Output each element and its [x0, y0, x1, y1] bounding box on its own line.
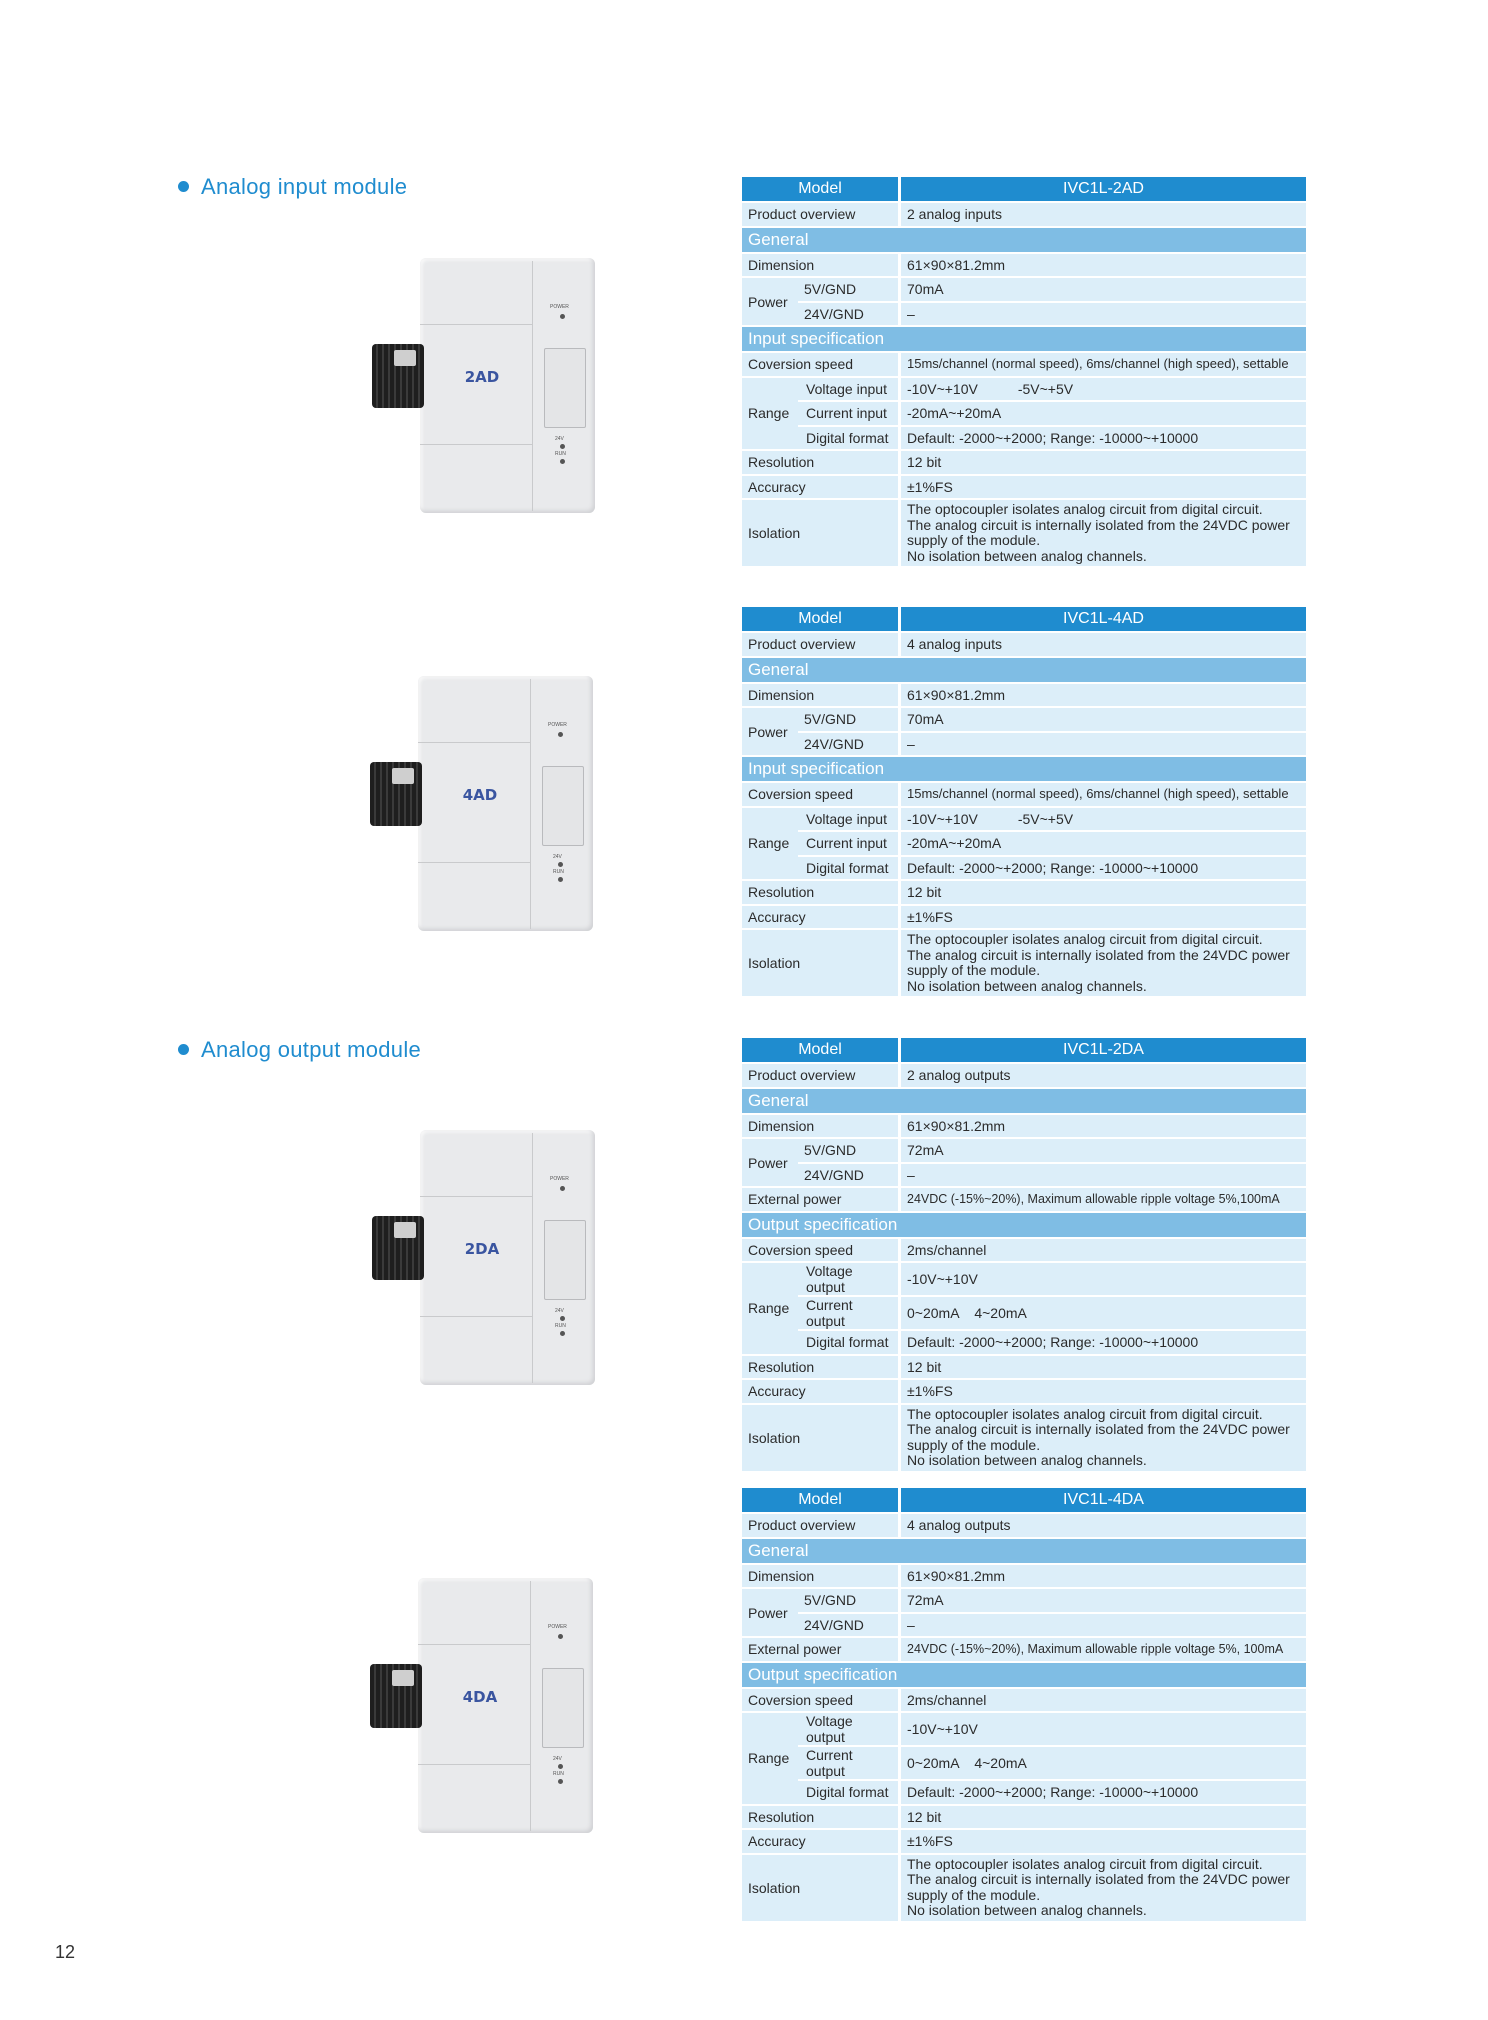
row-value: 61×90×81.2mm	[901, 1115, 1306, 1140]
row-value: ±1%FS	[901, 476, 1306, 501]
sub-label: Current output	[800, 1297, 901, 1331]
row-label: Product overview	[742, 203, 901, 228]
row-label: Resolution	[742, 1806, 901, 1831]
row-value: 0~20mA 4~20mA	[901, 1297, 1306, 1331]
module-label: 2DA	[464, 1240, 500, 1258]
iso-line: supply of the module.	[907, 1886, 1041, 1903]
sub-label: 5V/GND	[798, 278, 901, 303]
module-image-2ad	[372, 258, 612, 518]
run-mark: RUN	[555, 451, 566, 457]
row-value: 72mA	[901, 1589, 1306, 1614]
iso-line: supply of the module.	[907, 962, 1041, 978]
row-label: Dimension	[742, 1115, 901, 1140]
model-name: IVC1L-4DA	[901, 1488, 1306, 1514]
row-value: 12 bit	[901, 451, 1306, 476]
v24-mark: 24V	[555, 1308, 564, 1314]
divider-line	[418, 1764, 530, 1765]
sub-label: Digital format	[800, 857, 901, 882]
v24-mark: 24V	[555, 436, 564, 442]
row-label: Isolation	[742, 1855, 901, 1923]
range-value-a: -10V~+10V	[907, 380, 978, 397]
row-label: Range	[742, 1713, 798, 1806]
ribbon-cable	[372, 1216, 424, 1280]
row-label: Accuracy	[742, 1830, 901, 1855]
module-image-2da	[372, 1130, 612, 1390]
iso-line: No isolation between analog channels.	[907, 547, 1147, 564]
v24-led-icon	[560, 1316, 565, 1321]
iso-line: No isolation between analog channels.	[907, 1902, 1147, 1918]
sub-label: Voltage output	[800, 1713, 901, 1747]
row-label: Resolution	[742, 1356, 901, 1381]
power-mark: POWER	[550, 304, 569, 310]
divider-line	[418, 862, 530, 863]
row-label: Accuracy	[742, 906, 901, 931]
run-mark: RUN	[553, 869, 564, 875]
cable-clip	[392, 1670, 414, 1686]
ribbon-cable	[372, 344, 424, 408]
iso-line: The optocoupler isolates analog circuit from digital circuit.	[907, 931, 1263, 947]
divider-line	[418, 1578, 530, 1645]
iso-line: The analog circuit is internally isolated from the 24VDC power	[907, 1421, 1290, 1437]
iso-line: The analog circuit is internally isolated from the 24VDC power	[907, 1871, 1290, 1887]
spec-table-2da	[742, 1038, 1306, 1473]
divider-line	[420, 258, 532, 325]
sub-label: 5V/GND	[798, 1139, 901, 1164]
row-label: Resolution	[742, 451, 901, 476]
row-value: 61×90×81.2mm	[901, 1565, 1306, 1590]
sub-label: Voltage input	[800, 378, 901, 403]
heading-text: Analog input module	[201, 174, 408, 199]
row-value: ±1%FS	[901, 1830, 1306, 1855]
power-mark: POWER	[548, 1624, 567, 1630]
v24-mark: 24V	[553, 854, 562, 860]
section-title: Input specification	[742, 327, 1306, 353]
module-label: 2AD	[464, 368, 500, 386]
row-value: 12 bit	[901, 881, 1306, 906]
power-led-icon	[558, 1634, 563, 1639]
row-value	[901, 808, 1306, 833]
run-led-icon	[560, 459, 565, 464]
divider-line	[530, 1581, 531, 1831]
divider-line	[532, 261, 533, 511]
row-value: 15ms/channel (normal speed), 6ms/channel (high speed), settable	[901, 353, 1306, 378]
model-name: IVC1L-2AD	[901, 177, 1306, 203]
iso-line: No isolation between analog channels.	[907, 977, 1147, 994]
module-image-4ad	[370, 676, 610, 936]
run-mark: RUN	[553, 1771, 564, 1777]
row-label: Dimension	[742, 1565, 901, 1590]
section-title: Input specification	[742, 757, 1306, 783]
row-value: ±1%FS	[901, 1380, 1306, 1405]
row-value: –	[901, 1164, 1306, 1189]
module-label: 4AD	[462, 786, 498, 804]
run-led-icon	[560, 1331, 565, 1336]
row-value: –	[901, 1614, 1306, 1639]
row-label: Power	[742, 1589, 798, 1638]
row-value	[901, 930, 1306, 998]
row-value: 61×90×81.2mm	[901, 684, 1306, 709]
row-label: Power	[742, 1139, 798, 1188]
sub-label: 24V/GND	[798, 733, 901, 758]
section-title: General	[742, 1539, 1306, 1565]
row-label: Range	[742, 1263, 798, 1356]
row-value: -20mA~+20mA	[901, 402, 1306, 427]
row-value: 2ms/channel	[901, 1689, 1306, 1714]
divider-line	[532, 1133, 533, 1383]
spec-table-4da	[742, 1488, 1306, 1923]
row-value: 2 analog outputs	[901, 1064, 1306, 1089]
power-mark: POWER	[550, 1176, 569, 1182]
iso-line: supply of the module.	[907, 1436, 1041, 1453]
row-value: 70mA	[901, 278, 1306, 303]
row-value: 61×90×81.2mm	[901, 254, 1306, 279]
run-led-icon	[558, 877, 563, 882]
run-led-icon	[558, 1779, 563, 1784]
row-label: External power	[742, 1638, 901, 1663]
section-heading-input	[178, 174, 407, 200]
section-title: General	[742, 1089, 1306, 1115]
row-label: Resolution	[742, 881, 901, 906]
sub-label: Current input	[800, 402, 901, 427]
row-value: Default: -2000~+2000; Range: -10000~+10000	[901, 1781, 1306, 1806]
row-value: 15ms/channel (normal speed), 6ms/channel (high speed), settable	[901, 783, 1306, 808]
iso-line: No isolation between analog channels.	[907, 1452, 1147, 1468]
sub-label: Digital format	[800, 1331, 901, 1356]
model-header: Model	[742, 607, 901, 633]
cable-clip	[394, 1222, 416, 1238]
row-value: 72mA	[901, 1139, 1306, 1164]
row-label: Dimension	[742, 254, 901, 279]
row-value: Default: -2000~+2000; Range: -10000~+10000	[901, 1331, 1306, 1356]
divider-line	[420, 1316, 532, 1317]
sub-label: 24V/GND	[798, 1164, 901, 1189]
row-value: -20mA~+20mA	[901, 832, 1306, 857]
row-value: 70mA	[901, 708, 1306, 733]
row-label: Coversion speed	[742, 1689, 901, 1714]
section-title: Output specification	[742, 1663, 1306, 1689]
page-number: 12	[55, 1942, 76, 1962]
sub-label: 24V/GND	[798, 303, 901, 328]
row-value: Default: -2000~+2000; Range: -10000~+10000	[901, 857, 1306, 882]
power-led-icon	[558, 732, 563, 737]
iso-line: supply of the module.	[907, 532, 1041, 548]
sub-label: Digital format	[800, 427, 901, 452]
cable-clip	[394, 350, 416, 366]
row-value: 0~20mA 4~20mA	[901, 1747, 1306, 1781]
section-title: General	[742, 228, 1306, 254]
sub-label: 24V/GND	[798, 1614, 901, 1639]
row-label: Accuracy	[742, 476, 901, 501]
divider-line	[530, 679, 531, 929]
row-value: 12 bit	[901, 1356, 1306, 1381]
iso-line: The analog circuit is internally isolated from the 24VDC power	[907, 516, 1290, 533]
spec-table-2ad	[742, 177, 1306, 568]
row-value: 2ms/channel	[901, 1239, 1306, 1264]
bullet-icon	[178, 181, 189, 192]
row-value: -10V~+10V	[901, 1713, 1306, 1747]
range-value-b: -5V~+5V	[1017, 810, 1074, 827]
divider-line	[420, 1130, 532, 1197]
row-label: Product overview	[742, 633, 901, 658]
row-label: Range	[742, 378, 798, 452]
row-value	[901, 378, 1306, 403]
row-value: 24VDC (-15%~20%), Maximum allowable ripple voltage 5%,100mA	[901, 1188, 1306, 1213]
range-value-a: -10V~+10V	[907, 810, 978, 827]
row-value	[901, 1855, 1306, 1923]
range-value-b: -5V~+5V	[1017, 380, 1074, 397]
terminal-window	[542, 1668, 584, 1748]
module-label: 4DA	[462, 1688, 498, 1706]
model-header: Model	[742, 1488, 901, 1514]
sub-label: Voltage output	[800, 1263, 901, 1297]
row-value	[901, 500, 1306, 568]
module-image-4da	[370, 1578, 610, 1838]
row-label: Power	[742, 278, 798, 327]
row-label: Dimension	[742, 684, 901, 709]
spec-table-4ad	[742, 607, 1306, 998]
sub-label: Voltage input	[800, 808, 901, 833]
row-label: Product overview	[742, 1064, 901, 1089]
row-value: 12 bit	[901, 1806, 1306, 1831]
section-title: General	[742, 658, 1306, 684]
section-title: Output specification	[742, 1213, 1306, 1239]
section-heading-output	[178, 1037, 421, 1063]
row-value: ±1%FS	[901, 906, 1306, 931]
row-label: Coversion speed	[742, 353, 901, 378]
divider-line	[418, 676, 530, 743]
row-value	[901, 1405, 1306, 1473]
sub-label: 5V/GND	[798, 708, 901, 733]
power-led-icon	[560, 1186, 565, 1191]
v24-led-icon	[560, 444, 565, 449]
heading-text: Analog output module	[201, 1037, 422, 1062]
sub-label: Current output	[800, 1747, 901, 1781]
cable-clip	[392, 768, 414, 784]
row-value: 4 analog inputs	[901, 633, 1306, 658]
terminal-window	[542, 766, 584, 846]
row-value: –	[901, 303, 1306, 328]
v24-led-icon	[558, 862, 563, 867]
row-label: Product overview	[742, 1514, 901, 1539]
row-label: Isolation	[742, 500, 901, 568]
v24-mark: 24V	[553, 1756, 562, 1762]
power-mark: POWER	[548, 722, 567, 728]
sub-label: Digital format	[800, 1781, 901, 1806]
row-label: Power	[742, 708, 798, 757]
run-mark: RUN	[555, 1323, 566, 1329]
iso-line: The optocoupler isolates analog circuit from digital circuit.	[907, 1855, 1263, 1872]
terminal-window	[544, 348, 586, 428]
iso-line: The optocoupler isolates analog circuit from digital circuit.	[907, 1405, 1263, 1422]
row-value: Default: -2000~+2000; Range: -10000~+10000	[901, 427, 1306, 452]
row-value: 24VDC (-15%~20%), Maximum allowable ripple voltage 5%, 100mA	[901, 1638, 1306, 1663]
sub-label: Current input	[800, 832, 901, 857]
row-label: Isolation	[742, 930, 901, 998]
row-label: External power	[742, 1188, 901, 1213]
terminal-window	[544, 1220, 586, 1300]
row-value: 2 analog inputs	[901, 203, 1306, 228]
power-led-icon	[560, 314, 565, 319]
sub-label: 5V/GND	[798, 1589, 901, 1614]
row-label: Coversion speed	[742, 1239, 901, 1264]
v24-led-icon	[558, 1764, 563, 1769]
ribbon-cable	[370, 762, 422, 826]
ribbon-cable	[370, 1664, 422, 1728]
row-value: 4 analog outputs	[901, 1514, 1306, 1539]
row-value: –	[901, 733, 1306, 758]
row-label: Isolation	[742, 1405, 901, 1473]
divider-line	[420, 444, 532, 445]
bullet-icon	[178, 1044, 189, 1055]
row-label: Range	[742, 808, 798, 882]
iso-line: The analog circuit is internally isolated from the 24VDC power	[907, 946, 1290, 963]
row-label: Accuracy	[742, 1380, 901, 1405]
row-value: -10V~+10V	[901, 1263, 1306, 1297]
row-label: Coversion speed	[742, 783, 901, 808]
model-name: IVC1L-4AD	[901, 607, 1306, 633]
model-name: IVC1L-2DA	[901, 1038, 1306, 1064]
model-header: Model	[742, 1038, 901, 1064]
iso-line: The optocoupler isolates analog circuit from digital circuit.	[907, 501, 1263, 517]
model-header: Model	[742, 177, 901, 203]
